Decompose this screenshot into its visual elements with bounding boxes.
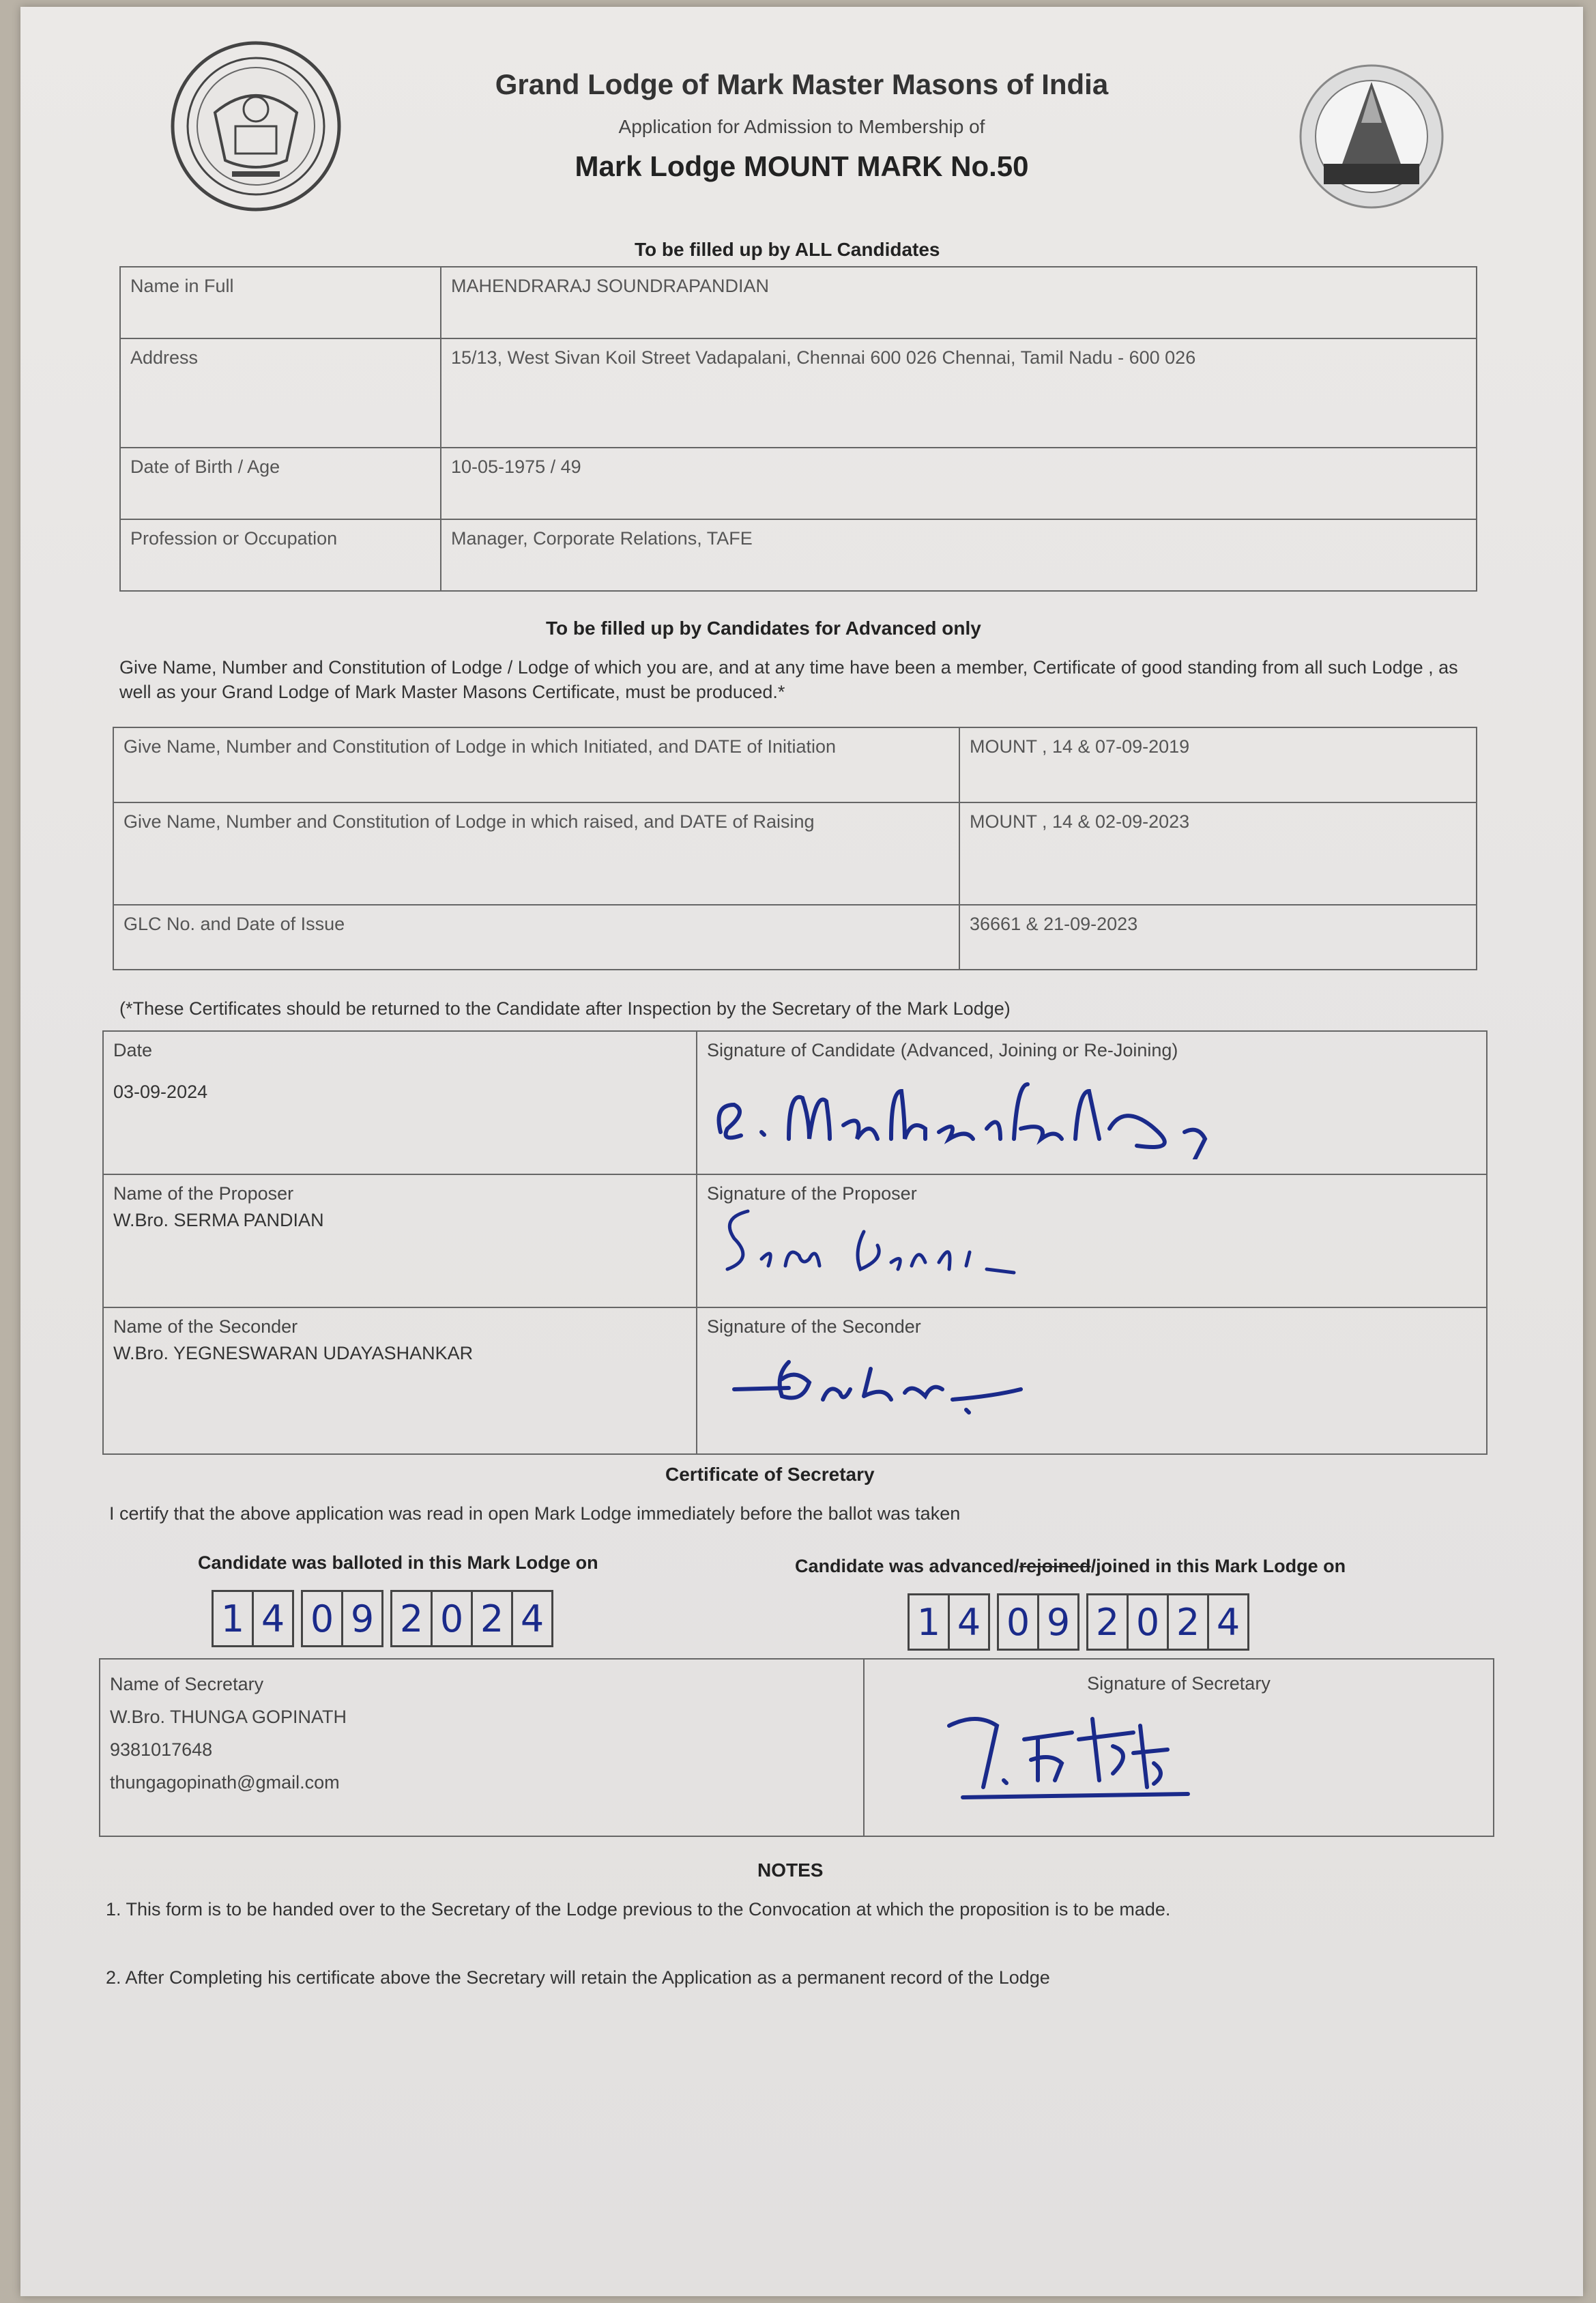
advanced-instruction: Give Name, Number and Constitution of Lodge / Lodge of which you are, and at any time have been a member, Certificate of good standing from all such Lodge , as well as your Grand Lodge of Mark Master Masons Certificate, must be produced.* (119, 657, 1458, 702)
seconder-label: Name of the Seconder (113, 1316, 298, 1337)
date-digit: 0 (303, 1592, 343, 1645)
table-row (120, 448, 1477, 519)
advanced-month-box (997, 1593, 1079, 1651)
certificate-statement: I certify that the above application was read in open Mark Lodge immediately before the ballot was taken (109, 1503, 961, 1524)
dob-label: Date of Birth / Age (120, 448, 441, 519)
table-row (113, 905, 1477, 970)
secretary-name: W.Bro. THUNGA GOPINATH (110, 1707, 347, 1727)
proposer-name: W.Bro. SERMA PANDIAN (113, 1210, 324, 1230)
candidate-signature-label: Signature of Candidate (Advanced, Joining or Re-Joining) (707, 1040, 1178, 1060)
secretary-details-cell (100, 1659, 864, 1836)
table-row (120, 519, 1477, 591)
seconder-signature-label: Signature of the Seconder (707, 1316, 921, 1337)
address-label: Address (120, 338, 441, 448)
profession-label: Profession or Occupation (120, 519, 441, 591)
glc-value: 36661 & 21-09-2023 (959, 905, 1477, 970)
table-row (113, 727, 1477, 802)
initiation-label: Give Name, Number and Constitution of Lodge in which Initiated, and DATE of Initiation (113, 727, 959, 802)
dob-value: 10-05-1975 / 49 (441, 448, 1477, 519)
form-subtitle: Application for Admission to Membership of (618, 116, 985, 137)
date-digit: 9 (350, 1597, 375, 1640)
certificate-title: Certificate of Secretary (665, 1464, 875, 1485)
table-row (120, 267, 1477, 338)
date-digit: 2 (1169, 1595, 1209, 1649)
initiation-value: MOUNT , 14 & 07-09-2019 (959, 727, 1477, 802)
secretary-phone: 9381017648 (110, 1739, 213, 1760)
date-cell (103, 1031, 697, 1174)
advanced-label-part-b: /joined in this Mark Lodge on (1090, 1556, 1346, 1576)
table-row (113, 802, 1477, 905)
candidate-details-table (119, 266, 1477, 592)
date-digit: 2 (1088, 1595, 1129, 1649)
note-item: 1. This form is to be handed over to the Secretary of the Lodge previous to the Convocation at which the proposition is to be made. (106, 1899, 1171, 1920)
form-title: Grand Lodge of Mark Master Masons of India (495, 68, 1109, 100)
balloted-date-boxes (212, 1590, 553, 1647)
seconder-signature (707, 1342, 1062, 1423)
secretary-signature (935, 1698, 1222, 1801)
date-digit: 1 (910, 1595, 950, 1649)
section-all-title: To be filled up by ALL Candidates (635, 239, 940, 260)
date-digit: 2 (473, 1592, 513, 1645)
table-row (100, 1659, 1494, 1836)
section-advanced-title: To be filled up by Candidates for Advanced only (546, 618, 981, 639)
date-digit: 4 (1216, 1600, 1240, 1644)
date-digit: 1 (214, 1592, 254, 1645)
notes-title: NOTES (757, 1859, 824, 1881)
date-digit: 0 (433, 1592, 473, 1645)
glc-label: GLC No. and Date of Issue (113, 905, 959, 970)
signatures-table (102, 1030, 1488, 1455)
table-row (103, 1307, 1487, 1454)
candidate-signature (707, 1064, 1321, 1159)
table-row (120, 338, 1477, 448)
date-digit: 4 (520, 1597, 545, 1640)
secretary-signature-cell (864, 1659, 1494, 1836)
application-form-page (20, 7, 1583, 2296)
date-digit: 9 (1046, 1600, 1071, 1644)
proposer-signature-cell (697, 1174, 1487, 1307)
proposer-signature (707, 1204, 1048, 1279)
seconder-cell (103, 1307, 697, 1454)
certificates-footnote: (*These Certificates should be returned to the Candidate after Inspection by the Secretary of the Mark Lodge) (119, 998, 1011, 1019)
name-label: Name in Full (120, 267, 441, 338)
advanced-year-box (1086, 1593, 1249, 1651)
proposer-label: Name of the Proposer (113, 1183, 294, 1204)
name-value: MAHENDRARAJ SOUNDRAPANDIAN (441, 267, 1477, 338)
date-digit: 0 (1129, 1595, 1169, 1649)
lodge-name: Mark Lodge MOUNT MARK No.50 (575, 150, 1029, 182)
seconder-signature-cell (697, 1307, 1487, 1454)
date-label: Date (113, 1040, 153, 1060)
date-digit: 2 (392, 1592, 433, 1645)
balloted-day-box (212, 1590, 294, 1647)
profession-value: Manager, Corporate Relations, TAFE (441, 519, 1477, 591)
proposer-cell (103, 1174, 697, 1307)
date-value: 03-09-2024 (113, 1082, 208, 1102)
balloted-month-box (301, 1590, 383, 1647)
balloted-label: Candidate was balloted in this Mark Lodge on (198, 1552, 598, 1573)
note-item: 2. After Completing his certificate above the Secretary will retain the Application as a permanent record of the Lodge (106, 1967, 1050, 1988)
raising-label: Give Name, Number and Constitution of Lodge in which raised, and DATE of Raising (113, 802, 959, 905)
secretary-signature-label: Signature of Secretary (1087, 1673, 1271, 1694)
advanced-label-part-a: Candidate was advanced/ (795, 1556, 1019, 1576)
raising-value: MOUNT , 14 & 02-09-2023 (959, 802, 1477, 905)
date-digit: 4 (261, 1597, 285, 1640)
advanced-date-boxes (908, 1593, 1249, 1651)
seconder-name: W.Bro. YEGNESWARAN UDAYASHANKAR (113, 1343, 474, 1363)
table-row (103, 1031, 1487, 1174)
address-value: 15/13, West Sivan Koil Street Vadapalani, Chennai 600 026 Chennai, Tamil Nadu - 600 026 (441, 338, 1477, 448)
advanced-day-box (908, 1593, 990, 1651)
advanced-table (113, 727, 1477, 970)
secretary-email: thungagopinath@gmail.com (110, 1772, 340, 1793)
date-digit: 4 (957, 1600, 981, 1644)
balloted-year-box (390, 1590, 553, 1647)
secretary-label: Name of Secretary (110, 1674, 264, 1694)
secretary-table (99, 1658, 1494, 1837)
proposer-signature-label: Signature of the Proposer (707, 1183, 917, 1204)
candidate-signature-cell (697, 1031, 1487, 1174)
table-row (103, 1174, 1487, 1307)
date-digit: 0 (999, 1595, 1039, 1649)
advanced-label-struck: rejoined (1019, 1556, 1091, 1576)
advanced-label (795, 1556, 1346, 1577)
